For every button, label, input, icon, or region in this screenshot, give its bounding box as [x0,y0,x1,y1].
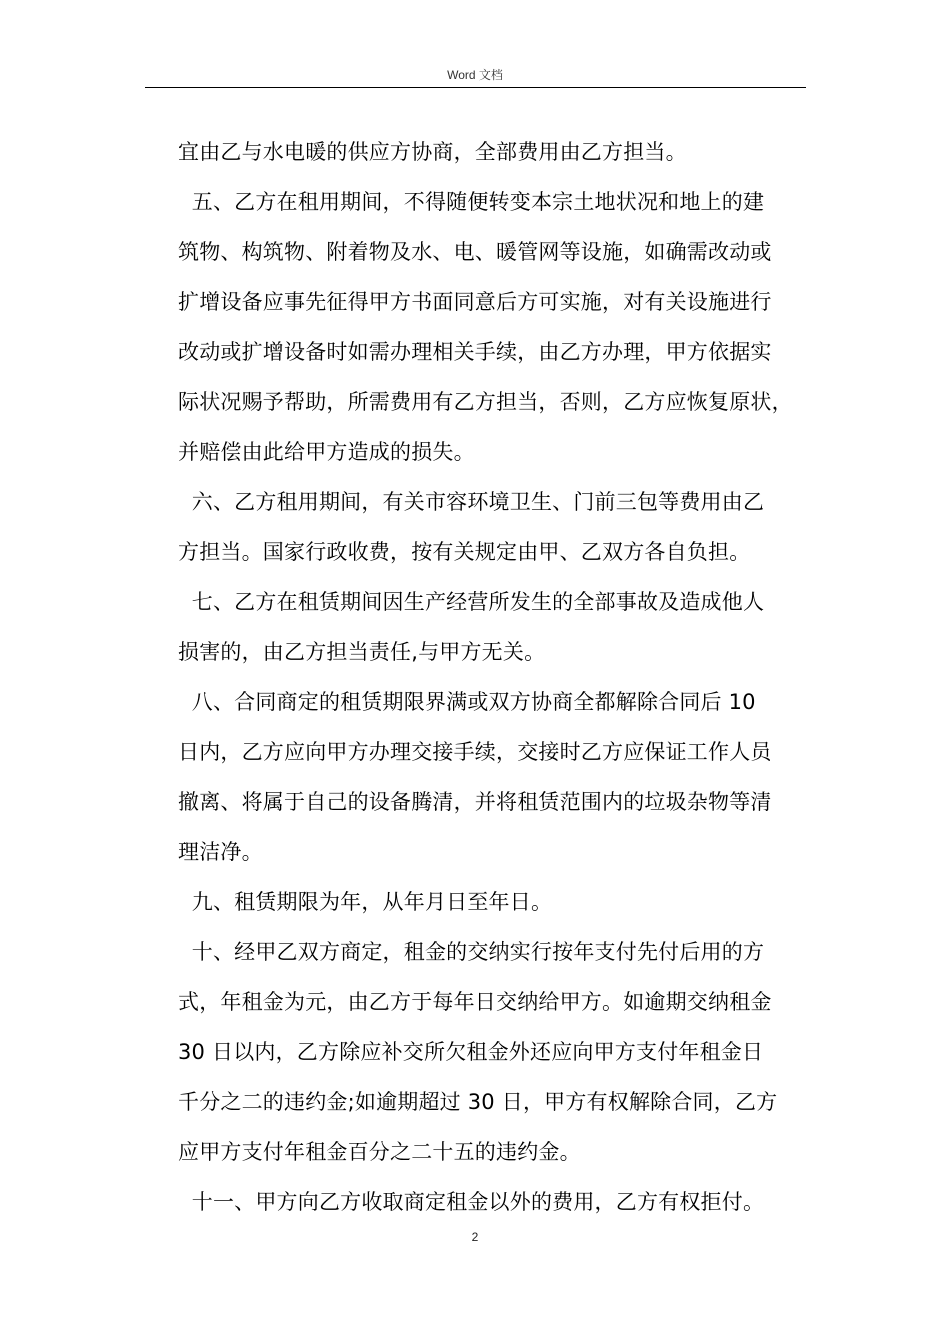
text-line: 十一、甲方向乙方收取商定租金以外的费用，乙方有权拒付。 [178,1190,765,1214]
text-line: 际状况赐予帮助，所需费用有乙方担当，否则，乙方应恢复原状， [178,390,793,414]
header-divider [145,87,806,88]
page-header: Word 文档 [447,68,503,82]
text-line: 方担当。国家行政收费，按有关规定由甲、乙双方各自负担。 [178,540,751,564]
text-line: 筑物、构筑物、附着物及水、电、暖管网等设施，如确需改动或 [178,240,772,264]
text-line: 八、合同商定的租赁期限界满或双方协商全都解除合同后 10 [178,690,756,714]
text-line: 扩增设备应事先征得甲方书面同意后方可实施，对有关设施进行 [178,290,772,314]
text-line: 理洁净。 [178,840,263,864]
text-line: 式，年租金为元，由乙方于每年日交纳给甲方。如逾期交纳租金 [178,990,772,1014]
text-line: 千分之二的违约金;如逾期超过 30 日，甲方有权解除合同，乙方 [178,1090,778,1114]
text-line: 损害的，由乙方担当责任,与甲方无关。 [178,640,546,664]
page-number: 2 [471,1230,479,1244]
text-line: 日内，乙方应向甲方办理交接手续，交接时乙方应保证工作人员 [178,740,772,764]
text-line: 六、乙方租用期间，有关市容环境卫生、门前三包等费用由乙 [178,490,765,514]
text-line: 应甲方支付年租金百分之二十五的违约金。 [178,1140,581,1164]
text-line: 五、乙方在租用期间，不得随便转变本宗土地状况和地上的建 [178,190,765,214]
document-body [178,127,810,1227]
text-line: 30 日以内，乙方除应补交所欠租金外还应向甲方支付年租金日 [178,1040,764,1064]
text-line: 并赔偿由此给甲方造成的损失。 [178,440,475,464]
text-line: 改动或扩增设备时如需办理相关手续，由乙方办理，甲方依据实 [178,340,772,364]
text-line: 宜由乙与水电暖的供应方协商，全部费用由乙方担当。 [178,140,687,164]
text-line: 七、乙方在租赁期间因生产经营所发生的全部事故及造成他人 [178,590,765,614]
text-line: 九、租赁期限为年，从年月日至年日。 [178,890,553,914]
text-line: 撤离、将属于自己的设备腾清，并将租赁范围内的垃圾杂物等清 [178,790,772,814]
text-line: 十、经甲乙双方商定，租金的交纳实行按年支付先付后用的方 [178,940,765,964]
